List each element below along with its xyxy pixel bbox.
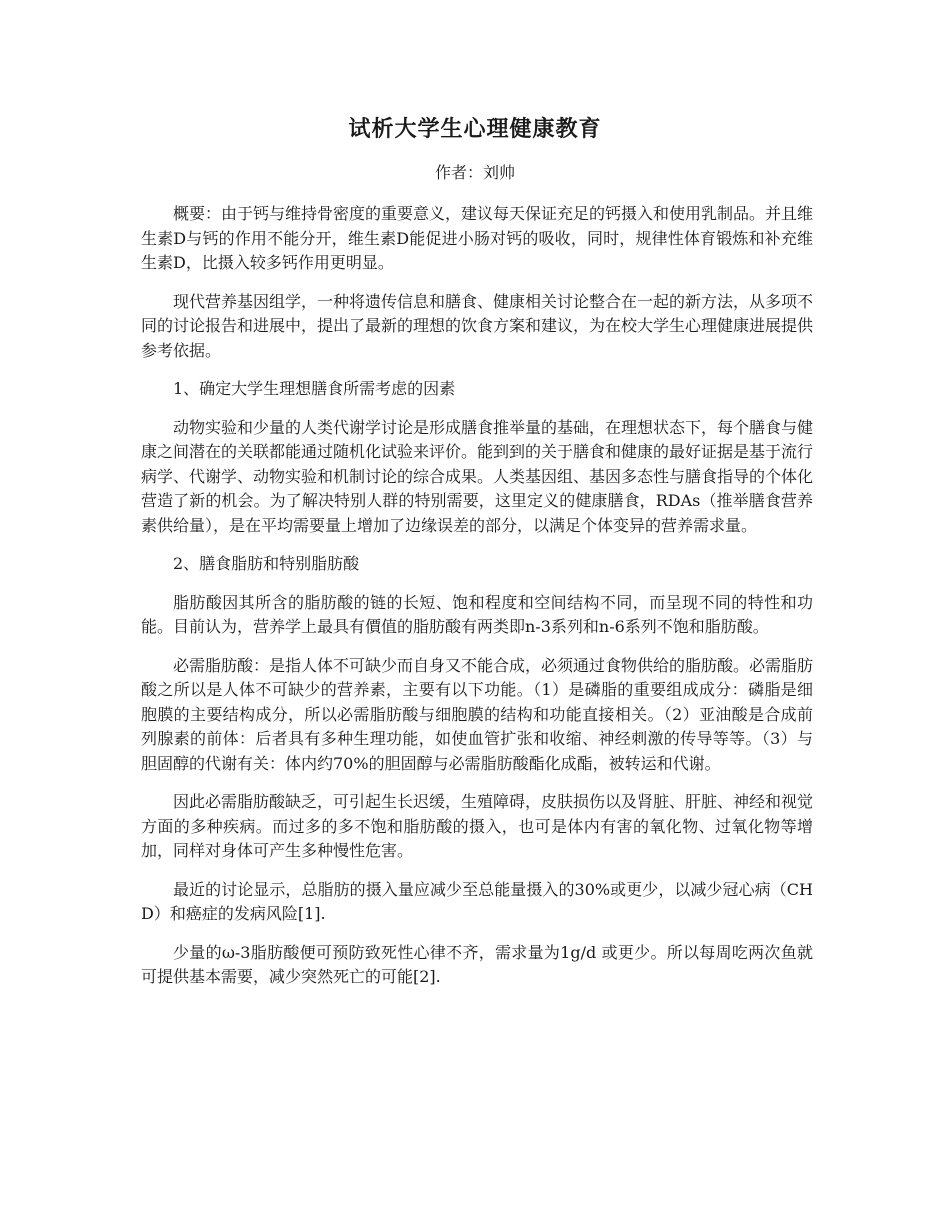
- section-heading-1: 1、确定大学生理想膳食所需考虑的因素: [173, 379, 456, 398]
- body-paragraph: 脂肪酸因其所含的脂肪酸的链的长短、饱和程度和空间结构不同，而呈现不同的特性和功能。目前认为，营养学上最具有價值的脂肪酸有两类即n-3系列和n-6系列不饱和脂肪酸。: [141, 592, 813, 636]
- body-paragraph: 最近的讨论显示，总脂肪的摄入量应减少至总能量摄入的30%或更少，以减少冠心病（CHD）和癌症的发病风险[1].: [141, 879, 813, 923]
- document-title: 试析大学生心理健康教育: [348, 116, 602, 142]
- document-body: [141, 202, 813, 1004]
- body-paragraph: 因此必需脂肪酸缺乏，可引起生长迟缓，生殖障碍，皮肤损伤以及肾脏、肝脏、神经和视觉方面的多种疾病。而过多的多不饱和脂肪酸的摄入，也可是体内有害的氧化物、过氧化物等增加，同样对身体可产生多种慢性危害。: [141, 792, 814, 860]
- body-paragraph: 少量的ω-3脂肪酸便可预防致死性心律不齐，需求量为1g/d 或更少。所以每周吃两次鱼就可提供基本需要，减少突然死亡的可能[2].: [141, 942, 813, 986]
- intro-paragraph: 现代营养基因组学，一种将遗传信息和膳食、健康相关讨论整合在一起的新方法，从多项不同的讨论报告和进展中，提出了最新的理想的饮食方案和建议，为在校大学生心理健康进展提供参考依据。: [141, 291, 814, 360]
- document-author: 作者：刘帅: [434, 163, 515, 182]
- section-heading-2: 2、膳食脂肪和特别脂肪酸: [173, 554, 360, 573]
- body-paragraph: 动物实验和少量的人类代谢学讨论是形成膳食推举量的基础，在理想状态下，每个膳食与健康之间潜在的关联都能通过随机化试验来评价。能到到的关于膳食和健康的最好证据是基于流行病学、代谢学、动物实验和机制讨论的综合成果。人类基因组、基因多态性与膳食指导的个体化营造了新的机会。为了解决特别人群的特别需要，这里定义的健康膳食，RDAs（推举膳食营养素供给量），是在平均需要量上增加了边缘误差的部分，以满足个体变异的营养需求量。: [141, 417, 814, 535]
- body-paragraph: 必需脂肪酸：是指人体不可缺少而自身又不能合成，必须通过食物供给的脂肪酸。必需脂肪酸之所以是人体不可缺少的营养素，主要有以下功能。（1）是磷脂的重要组成成分：磷脂是细胞膜的主要结构成分，所以必需脂肪酸与细胞膜的结构和功能直接相关。（2）亚油酸是合成前列腺素的前体：后者具有多种生理功能，如使血管扩张和收缩、神经刺激的传导等等。（3）与胆固醇的代谢有关：体内约70%的胆固醇与必需脂肪酸酯化成酯，被转运和代谢。: [141, 655, 814, 773]
- abstract-paragraph: 概要：由于钙与维持骨密度的重要意义，建议每天保证充足的钙摄入和使用乳制品。并且维生素D与钙的作用不能分开，维生素D能促进小肠对钙的吸收，同时，规律性体育锻炼和补充维生素D，比摄入较多钙作用更明显。: [141, 204, 814, 272]
